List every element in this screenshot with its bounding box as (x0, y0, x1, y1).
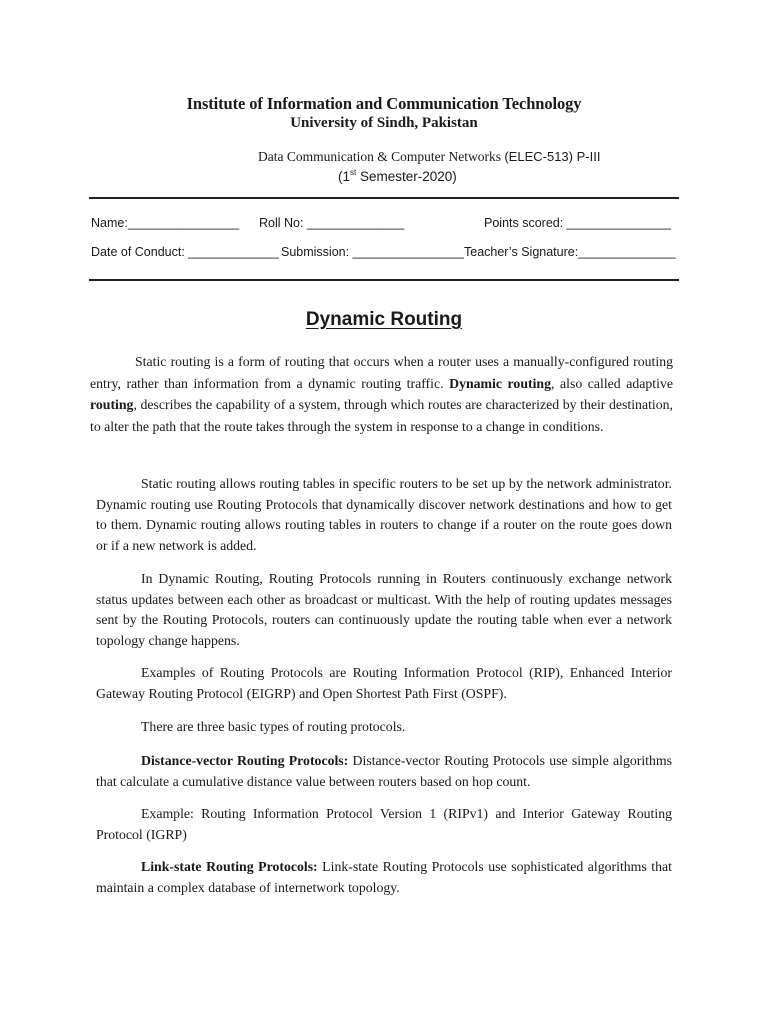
paragraph-routing-protocols: In Dynamic Routing, Routing Protocols running in Routers continuously exchange network status updates between each other as broadcast or multicast. With the help of routing updates messages sent by the Routing Protocols, routers can continuously update the routing table when ever a network topology change happens. (96, 571, 672, 648)
p1-bold-dynamic-routing: Dynamic routing (449, 375, 551, 391)
teacher-signature-field[interactable]: Teacher’s Signature:______________ (464, 245, 676, 259)
distance-vector-label: Distance-vector Routing Protocols: (141, 753, 349, 768)
paragraph-link-state (96, 857, 672, 898)
course-code: (ELEC-513) P-III (504, 149, 601, 164)
semester-prefix: (1 (338, 169, 351, 184)
document-heading: Dynamic Routing (305, 309, 463, 330)
name-field[interactable]: Name:________________ (91, 216, 240, 230)
course-name: Data Communication & Computer Networks (258, 149, 501, 164)
paragraph-three-types: There are three basic types of routing protocols. (141, 719, 406, 734)
p1-bold-routing: routing (90, 397, 134, 412)
course-line (258, 149, 600, 165)
points-scored-field[interactable]: Points scored: _______________ (484, 216, 671, 230)
distance-vector-text: Distance-vector Routing Protocols use simple algorithms that calculate a cumulative distance value between routers based on hop count. (96, 753, 673, 789)
p1-text-a: Static routing is a form of routing that occurs when a router uses a manually-configured routing entry, rather than information from a dynamic routing traffic. (90, 354, 673, 391)
p1-text-c: , also called adaptive (551, 375, 673, 391)
paragraph-static-routing (90, 351, 673, 437)
paragraph-distance-vector (96, 751, 672, 792)
link-state-text: Link-state Routing Protocols use sophisticated algorithms that maintain a complex database of internetwork topology. (96, 859, 672, 895)
roll-no-field[interactable]: Roll No: ______________ (259, 216, 405, 230)
paragraph-routing-tables: Static routing allows routing tables in specific routers to be set up by the network administrator. Dynamic routing use Routing Protocols that dynamically discover network destinations and how to get to them. Dynamic routing allows routing tables in routers to change if a router on the route goes down or if a new network is added. (96, 476, 672, 553)
university-title: University of Sindh, Pakistan (290, 115, 478, 131)
semester-line (338, 168, 457, 184)
link-state-label: Link-state Routing Protocols: (141, 859, 318, 874)
date-of-conduct-field[interactable]: Date of Conduct: _____________ (91, 245, 279, 259)
bottom-divider (89, 279, 679, 281)
submission-field[interactable]: Submission: ________________ (281, 245, 464, 259)
semester-ordinal: st (350, 168, 357, 177)
p1-text-e: , describes the capability of a system, through which routes are characterized by their destination, to alter the path that the route takes through the system in response to a change in conditions. (90, 397, 673, 434)
top-divider (89, 197, 679, 199)
paragraph-example-rip: Example: Routing Information Protocol Version 1 (RIPv1) and Interior Gateway Routing Protocol (IGRP) (96, 806, 672, 842)
institute-title: Institute of Information and Communication Technology (186, 94, 582, 113)
paragraph-examples: Examples of Routing Protocols are Routing Information Protocol (RIP), Enhanced Interior Gateway Routing Protocol (EIGRP) and Open Shortest Path First (OSPF). (96, 665, 672, 701)
semester-suffix: Semester-2020) (356, 169, 457, 184)
